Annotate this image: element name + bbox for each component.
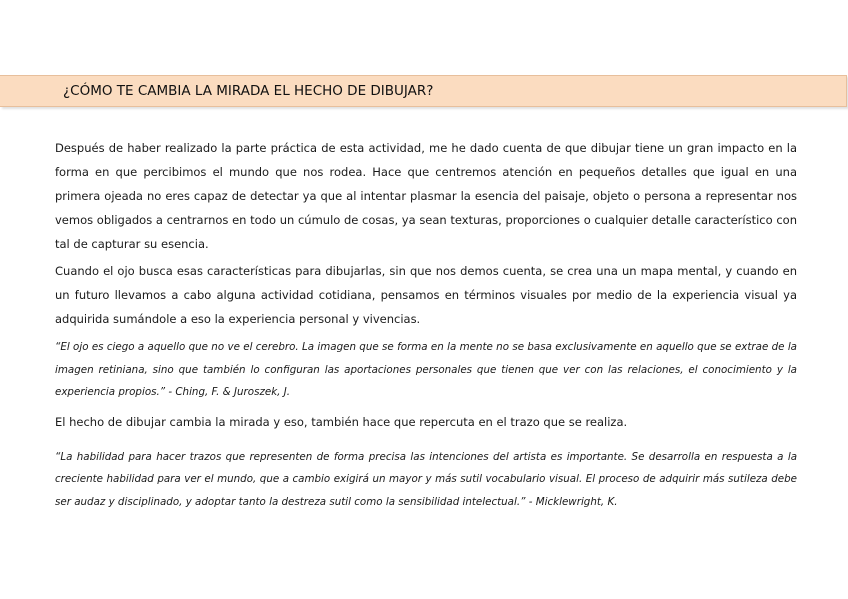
paragraph-2: Cuando el ojo busca esas características para dibujarlas, sin que nos demos cuenta, se crea una un mapa mental, y cuando en un futuro llevamos a cabo alguna actividad cotidiana, pensamos en términos visuales por medio de la experiencia visual ya adquirida sumándole a eso la experiencia personal y vivencias. [55, 264, 797, 326]
section-heading-title: ¿CÓMO TE CAMBIA LA MIRADA EL HECHO DE DIBUJAR? [63, 83, 434, 99]
section-heading-bar [0, 75, 847, 107]
paragraph-1: Después de haber realizado la parte práctica de esta actividad, me he dado cuenta de que dibujar tiene un gran impacto en la forma en que percibimos el mundo que nos rodea. Hace que centremos atención en pequeños detalles que igual en una primera ojeada no eres capaz de detectar ya que al intentar plasmar la esencia del paisaje, objeto o persona a representar nos vemos obligados a centrarnos en todo un cúmulo de cosas, ya sean texturas, proporciones o cualquier detalle característico con tal de capturar su esencia. [55, 141, 797, 251]
paragraph-3: El hecho de dibujar cambia la mirada y eso, también hace que repercuta en el trazo que se realiza. [55, 414, 628, 429]
document-body [55, 136, 797, 513]
quote-micklewright: “La habilidad para hacer trazos que representen de forma precisa las intenciones del artista es importante. Se desarrolla en respuesta a la creciente habilidad para ver el mundo, que a cambio exigirá un mayor y más sutil vocabulario visual. El proceso de adquirir más sutileza debe ser audaz y disciplinado, y adoptar tanto la destreza sutil como la sensibilidad intelectual.” - Micklewright, K. [55, 450, 797, 508]
quote-ching-juroszek: “El ojo es ciego a aquello que no ve el cerebro. La imagen que se forma en la mente no se basa exclusivamente en aquello que se extrae de la imagen retiniana, sino que también lo configuran las aportaciones personales que tienen que ver con las relaciones, el conocimiento y la experiencia propios.” - Ching, F. & Juroszek, J. [55, 341, 797, 398]
